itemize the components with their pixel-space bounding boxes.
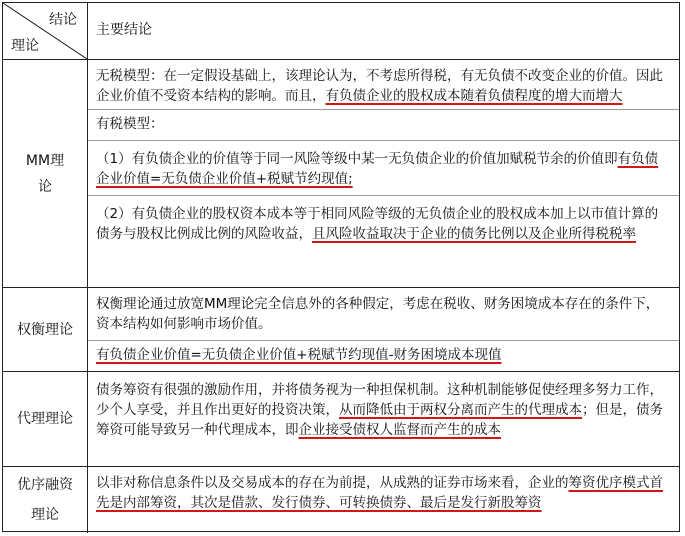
header-theory-label: 理论 bbox=[11, 38, 39, 54]
no-tax-model: 无税模型：在一定假设基础上，该理论认为，不考虑所得税，有无负债不改变企业的价值。因此企业价值不受资本结构的影响。而且，有负债企业的股权成本随着负债程度的增大而增大 bbox=[96, 68, 663, 104]
agency-underlined-1: 从而降低由于两权分离而产生的代理成本 bbox=[339, 402, 582, 418]
tradeoff-theory-label: 权衡理论 bbox=[17, 321, 73, 338]
pecking-order-theory-label: 优序融资 理论 bbox=[17, 477, 73, 523]
agency-theory-label: 代理理论 bbox=[17, 411, 73, 427]
mm-theory-content bbox=[88, 60, 679, 287]
pecking-order-theory-content bbox=[88, 467, 679, 533]
tax-point-2-underlined: 且风险收益取决于企业的债务比例以及企业所得税税率 bbox=[312, 226, 636, 242]
agency-theory-content bbox=[88, 372, 679, 466]
tax-model-title: 有税模型： bbox=[96, 116, 164, 132]
tax-model-point-2: （2）有负债企业的股权资本成本等于相同风险等级的无负债企业的股权成本加上以市值计算的债务与股权比例成比例的风险收益，且风险收益取决于企业的债务比例以及企业所得税税率 bbox=[96, 206, 659, 242]
tradeoff-theory-row bbox=[3, 287, 679, 371]
pecking-order-theory-row bbox=[3, 466, 679, 533]
agency-text: 债务筹资有很强的激励作用，并将债务视为一种担保机制。这种机制能够促使经理多努力工作，少个人享受，并且作出更好的投资决策，从而降低由于两权分离而产生的代理成本；但是，债务筹资可能导致另一种代理成本，即企业接受债权人监督而产生的成本 bbox=[96, 382, 663, 438]
pecking-order-underlined: 筹资优序模式首先是内部筹资，其次是借款、发行债券、可转换债券、最后是发行新股筹资 bbox=[96, 475, 663, 511]
agency-underlined-2: 企业接受债权人监督而产生的成本 bbox=[298, 422, 501, 438]
tax-model-point-1: （1）有负债企业的价值等于同一风险等级中某一无负债企业的价值加赋税节余的价值即有负债企业价值=无负债企业价值+税赋节约现值; bbox=[96, 151, 659, 187]
header-diagonal-cell bbox=[3, 3, 87, 59]
mm-theory-label: MM理 论 bbox=[25, 152, 65, 195]
header-row bbox=[3, 3, 679, 59]
mm-theory-row bbox=[3, 59, 679, 287]
header-main-conclusion: 主要结论 bbox=[96, 22, 152, 38]
no-tax-underlined: 有负债企业的股权成本随着负债程度的增大而增大 bbox=[325, 88, 623, 104]
pecking-order-text: 以非对称信息条件以及交易成本的存在为前提，从成熟的证券市场来看，企业的筹资优序模式首先是内部筹资，其次是借款、发行债券、可转换债券、最后是发行新股筹资 bbox=[96, 475, 663, 511]
tradeoff-formula: 有负债企业价值=无负债企业价值+税赋节约现值-财务困境成本现值 bbox=[96, 347, 502, 363]
tax-point-1-underlined: 有负债企业价值=无负债企业价值+税赋节约现值; bbox=[96, 151, 659, 187]
tradeoff-text: 权衡理论通过放宽MM理论完全信息外的各种假定，考虑在税收、财务困境成本存在的条件下，资本结构如何影响市场价值。 bbox=[96, 296, 660, 332]
theory-table bbox=[2, 2, 680, 532]
header-conclusion-label: 结论 bbox=[49, 12, 77, 28]
tradeoff-theory-content bbox=[88, 288, 679, 371]
agency-theory-row bbox=[3, 371, 679, 466]
